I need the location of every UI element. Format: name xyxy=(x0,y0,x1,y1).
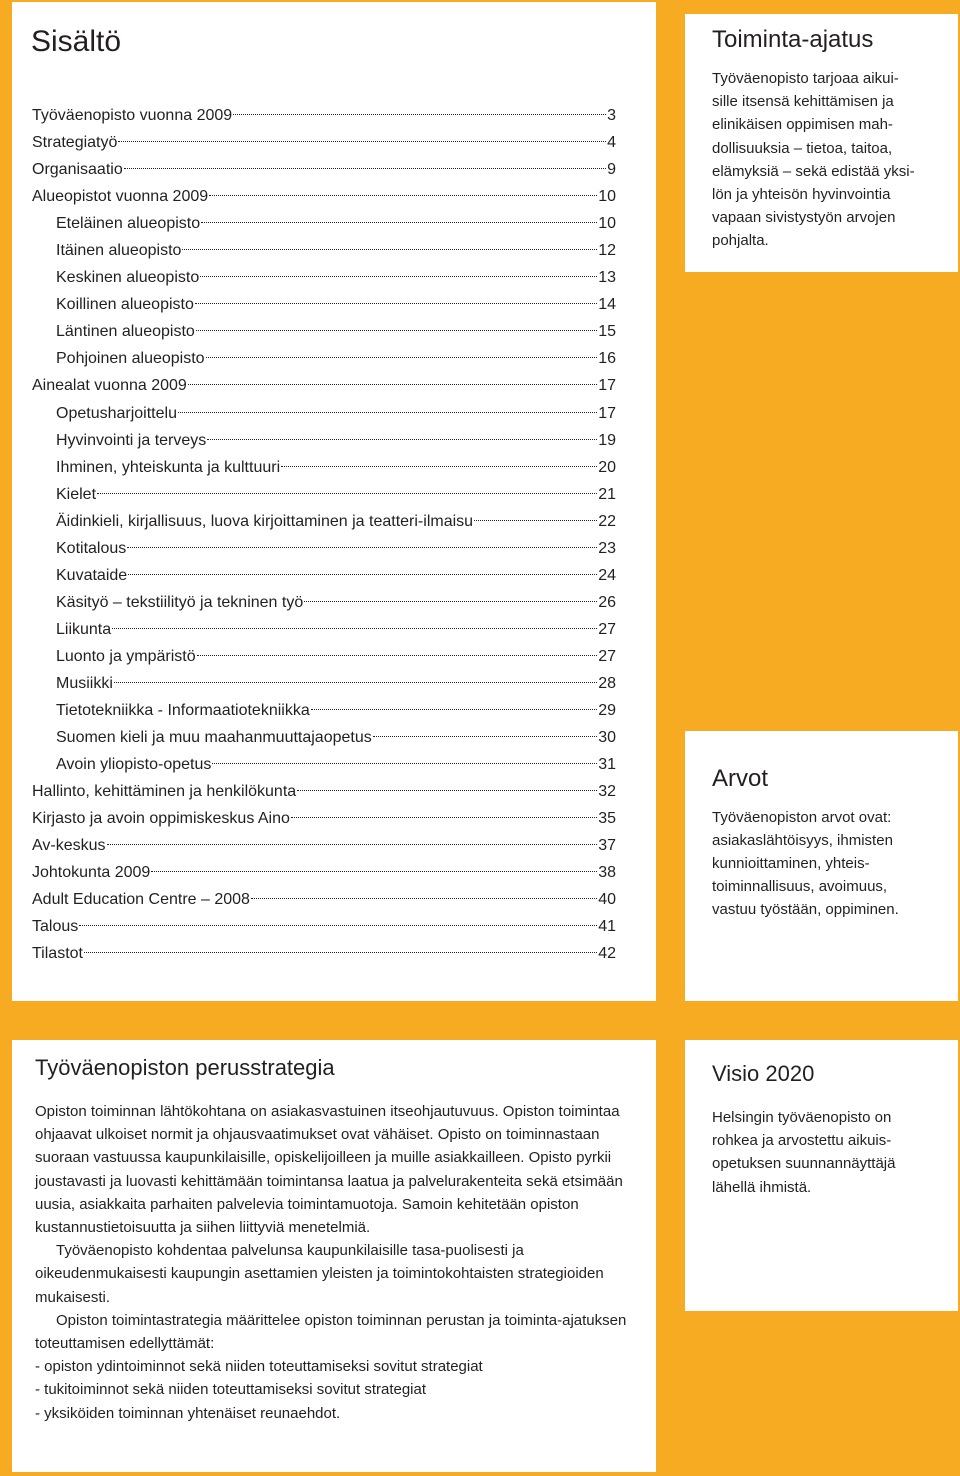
toc-entry-page: 42 xyxy=(598,945,616,963)
toc-entry xyxy=(32,724,616,751)
toc-entry xyxy=(32,183,616,210)
toc-entry xyxy=(32,291,616,318)
toc-leader-dots xyxy=(212,763,597,764)
toc-entry-page: 16 xyxy=(598,350,616,368)
toc-entry xyxy=(32,372,616,399)
toc-entry-title: Äidinkieli, kirjallisuus, luova kirjoittaminen ja teatteri-ilmaisu xyxy=(56,512,474,530)
toc-entry-page: 20 xyxy=(598,458,616,476)
toc-leader-dots xyxy=(201,222,597,223)
toc-entry-page: 14 xyxy=(598,296,616,314)
toc-entry xyxy=(32,670,616,697)
toc-entry xyxy=(32,832,616,859)
toc-title: Sisältö xyxy=(31,25,122,58)
toc-entry-page: 24 xyxy=(598,566,616,584)
toc-entry-title: Työväenopisto vuonna 2009 xyxy=(32,107,233,124)
values-title: Arvot xyxy=(712,765,769,792)
toc-entry-page: 21 xyxy=(598,485,616,503)
toc-entry-title: Ihminen, yhteiskunta ja kulttuuri xyxy=(56,458,281,476)
toc-entry xyxy=(32,913,616,940)
toc-entry-page: 4 xyxy=(607,134,616,152)
toc-entry-title: Strategiatyö xyxy=(32,134,118,152)
toc-entry-page: 12 xyxy=(598,242,616,260)
toc-entry-title: Käsityö – tekstiilityö ja tekninen työ xyxy=(56,593,304,611)
toc-leader-dots xyxy=(195,303,597,304)
strategy-paragraph-3: Opiston toimintastrategia määrittelee opiston toiminnan perustan ja toiminta-ajatuksen toteuttamisen edellyttämät: xyxy=(35,1311,627,1353)
toc-entry-title: Hallinto, kehittäminen ja henkilökunta xyxy=(32,783,297,801)
toc-leader-dots xyxy=(97,493,597,494)
toc-leader-dots xyxy=(112,628,597,629)
toc-leader-dots xyxy=(233,114,606,115)
toc-leader-dots xyxy=(196,330,597,331)
strategy-paragraph-2: Työväenopisto kohdentaa palvelunsa kaupunkilaisille tasa-puolisesti ja oikeudenmukaisesti kaupungin asettamien yleisten ja toimintokohtaisten strategioiden mukaisesti. xyxy=(35,1242,604,1306)
toc-entry-title: Av-keskus xyxy=(32,837,106,855)
toc-entry-page: 9 xyxy=(607,161,616,179)
toc-leader-dots xyxy=(128,574,597,575)
toc-leader-dots xyxy=(188,384,597,385)
toc-entry xyxy=(32,940,616,967)
toc-entry-title: Hyvinvointi ja terveys xyxy=(56,431,207,449)
toc-entry-page: 19 xyxy=(598,431,616,449)
toc-entry-title: Kotitalous xyxy=(56,539,127,557)
toc-entry-page: 35 xyxy=(598,810,616,828)
toc-entry-title: Läntinen alueopisto xyxy=(56,323,195,341)
strategy-list-item: - yksiköiden toiminnan yhtenäiset reunaehdot. xyxy=(35,1404,341,1422)
toc-leader-dots xyxy=(474,520,597,521)
toc-entry-page: 27 xyxy=(598,620,616,638)
toc-entry xyxy=(32,562,616,589)
toc-entry-title: Adult Education Centre – 2008 xyxy=(32,891,250,909)
toc-entry-page: 27 xyxy=(598,647,616,665)
toc-entry-page: 28 xyxy=(598,674,616,692)
strategy-list-item: - tukitoiminnot sekä niiden toteuttamiseksi sovitut strategiat xyxy=(35,1381,427,1399)
toc-entry xyxy=(32,859,616,886)
toc-leader-dots xyxy=(251,898,597,899)
toc-entry-title: Itäinen alueopisto xyxy=(56,242,182,260)
values-text: Työväenopiston arvot ovat: asiakaslähtöisyys, ihmisten kunnioittaminen, yhteis- toiminnallisuus, avoimuus, vastuu työstään, oppiminen. xyxy=(712,809,899,918)
toc-entry xyxy=(32,345,616,372)
toc-entry xyxy=(32,210,616,237)
vision-box xyxy=(685,1040,958,1311)
toc-entry-title: Kielet xyxy=(56,485,97,503)
toc-entry-page: 29 xyxy=(598,702,616,720)
mission-box xyxy=(685,14,958,272)
toc-entry-page: 3 xyxy=(607,107,616,124)
toc-entry-page: 13 xyxy=(598,269,616,287)
toc-entry-title: Eteläinen alueopisto xyxy=(56,215,201,233)
toc-entry xyxy=(32,237,616,264)
toc-entry-page: 17 xyxy=(598,377,616,395)
toc-entry xyxy=(32,102,616,129)
strategy-box xyxy=(12,1040,656,1472)
toc-leader-dots xyxy=(311,709,597,710)
toc-entry xyxy=(32,318,616,345)
toc-entry xyxy=(32,535,616,562)
toc-leader-dots xyxy=(206,357,598,358)
toc-list xyxy=(32,102,616,968)
toc-entry xyxy=(32,886,616,913)
toc-entry xyxy=(32,400,616,427)
toc-leader-dots xyxy=(304,601,597,602)
toc-entry-page: 10 xyxy=(598,215,616,233)
toc-leader-dots xyxy=(151,871,597,872)
values-box xyxy=(685,731,958,1001)
toc-entry-page: 22 xyxy=(598,512,616,530)
toc-entry xyxy=(32,589,616,616)
vision-title: Visio 2020 xyxy=(712,1061,815,1086)
toc-entry xyxy=(32,508,616,535)
toc-leader-dots xyxy=(281,466,597,467)
toc-entry-title: Talous xyxy=(32,918,79,936)
toc-leader-dots xyxy=(197,655,598,656)
toc-entry-title: Alueopistot vuonna 2009 xyxy=(32,188,209,206)
toc-entry-title: Luonto ja ympäristö xyxy=(56,647,196,665)
toc-entry-title: Avoin yliopisto-opetus xyxy=(56,756,212,774)
toc-entry-page: 37 xyxy=(598,837,616,855)
toc-entry-title: Suomen kieli ja muu maahanmuuttajaopetus xyxy=(56,729,372,747)
toc-entry xyxy=(32,805,616,832)
toc-leader-dots xyxy=(118,141,606,142)
toc-entry-page: 17 xyxy=(598,404,616,422)
toc-entry-page: 32 xyxy=(598,783,616,801)
toc-leader-dots xyxy=(209,195,597,196)
toc-entry xyxy=(32,481,616,508)
toc-leader-dots xyxy=(107,844,598,845)
toc-entry-title: Koillinen alueopisto xyxy=(56,296,194,314)
toc-entry-title: Organisaatio xyxy=(32,161,123,179)
toc-entry-title: Johtokunta 2009 xyxy=(32,864,151,882)
mission-title: Toiminta-ajatus xyxy=(712,26,874,53)
toc-entry xyxy=(32,751,616,778)
toc-entry-title: Opetusharjoittelu xyxy=(56,404,177,422)
mission-text: Työväenopisto tarjoaa aikui- sille itsensä kehittämisen ja elinikäisen oppimisen mah- dollisuuksia – tietoa, taitoa, elämyksiä – sekä edistää yksi- lön ja yhteisön hyvinvointia vapaan sivistystyön arvojen pohjalta. xyxy=(712,70,915,250)
toc-entry-page: 30 xyxy=(598,729,616,747)
toc-leader-dots xyxy=(182,249,597,250)
toc-leader-dots xyxy=(79,925,597,926)
toc-entry-page: 41 xyxy=(598,918,616,936)
toc-leader-dots xyxy=(127,547,597,548)
strategy-list-item: - opiston ydintoiminnot sekä niiden toteuttamiseksi sovitut strategiat xyxy=(35,1358,483,1376)
toc-entry-title: Ainealat vuonna 2009 xyxy=(32,377,187,395)
toc-entry-page: 40 xyxy=(598,891,616,909)
toc-entry xyxy=(32,643,616,670)
toc-leader-dots xyxy=(84,952,597,953)
strategy-title: Työväenopiston perusstrategia xyxy=(35,1055,335,1080)
toc-entry-title: Kirjasto ja avoin oppimiskeskus Aino xyxy=(32,810,290,828)
toc-entry-title: Pohjoinen alueopisto xyxy=(56,350,205,368)
toc-entry xyxy=(32,778,616,805)
toc-leader-dots xyxy=(200,276,597,277)
toc-entry-page: 15 xyxy=(598,323,616,341)
vision-text: Helsingin työväenopisto on rohkea ja arvostettu aikuis- opetuksen suunnannäyttäjä lähellä ihmistä. xyxy=(712,1109,896,1196)
toc-entry-page: 23 xyxy=(598,539,616,557)
toc-entry xyxy=(32,697,616,724)
toc-entry-page: 38 xyxy=(598,864,616,882)
toc-entry-page: 10 xyxy=(598,188,616,206)
toc-entry xyxy=(32,454,616,481)
toc-entry-title: Liikunta xyxy=(56,620,112,638)
toc-entry xyxy=(32,616,616,643)
toc-entry-title: Keskinen alueopisto xyxy=(56,269,200,287)
toc-entry-page: 26 xyxy=(598,593,616,611)
toc-entry-title: Tietotekniikka - Informaatiotekniikka xyxy=(56,702,310,720)
toc-entry-title: Tilastot xyxy=(32,945,83,963)
toc-entry xyxy=(32,156,616,183)
toc-entry-page: 31 xyxy=(598,756,616,774)
toc-leader-dots xyxy=(178,412,597,413)
toc-leader-dots xyxy=(124,168,606,169)
toc-entry-title: Kuvataide xyxy=(56,566,128,584)
toc-leader-dots xyxy=(373,736,597,737)
toc-entry xyxy=(32,264,616,291)
toc-leader-dots xyxy=(297,790,597,791)
toc-entry-title: Musiikki xyxy=(56,674,113,692)
toc-entry xyxy=(32,427,616,454)
strategy-paragraph-1: Opiston toiminnan lähtökohtana on asiakasvastuinen itseohjautuvuus. Opiston toimintaa ohjaavat ulkoiset normit ja ohjausvaatimukset ovat vähäiset. Opisto on toiminnastaan suoraan vastuussa kaupunkilaisille, opiskelijoilleen ja muille asiakkailleen. Opisto pyrkii joustavasti ja luovasti kehittämään toimintansa laatua ja palvelurakenteita sekä etsimään uusia, asiakkaita parhaiten palvelevia toimintamuotoja. Samoin kehitetään opiston kustannustietoisuutta ja siihen liittyviä menetelmiä. xyxy=(35,1103,623,1237)
table-of-contents xyxy=(12,2,656,1001)
toc-leader-dots xyxy=(114,682,597,683)
toc-leader-dots xyxy=(291,817,597,818)
toc-entry xyxy=(32,129,616,156)
toc-leader-dots xyxy=(207,439,597,440)
